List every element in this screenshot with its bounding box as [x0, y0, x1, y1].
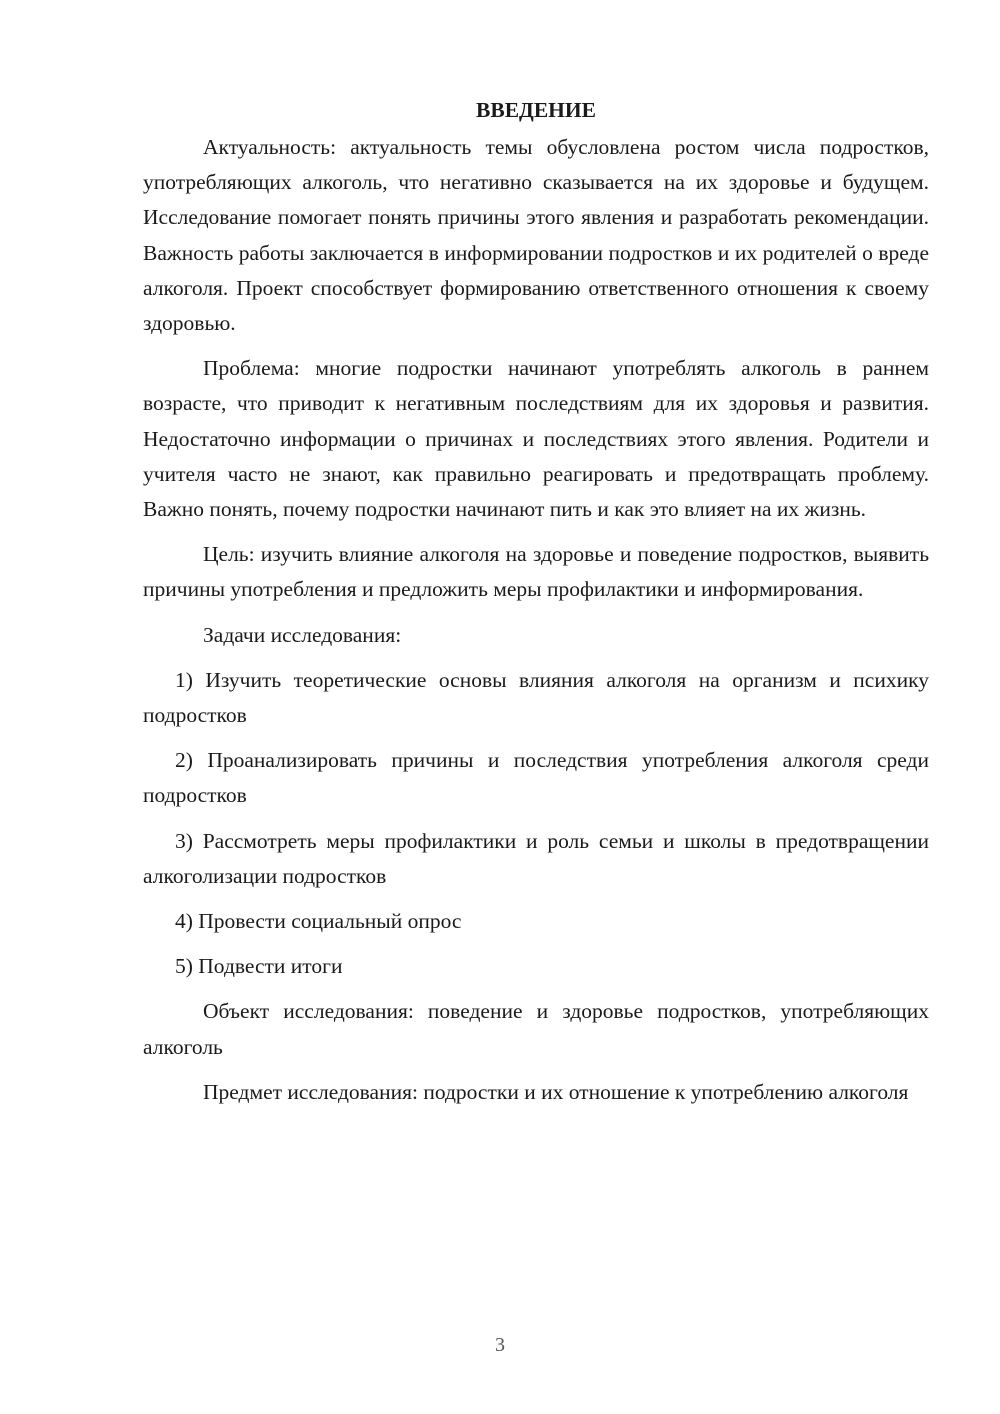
object-paragraph: Объект исследования: поведение и здоровье подростков, употребляющих алкоголь	[143, 999, 929, 1059]
task-item-3: 3) Рассмотреть меры профилактики и роль семьи и школы в предотвращении алкоголизации подростков	[143, 828, 929, 888]
subject-paragraph: Предмет исследования: подростки и их отношение к употреблению алкоголя	[203, 1079, 909, 1104]
task-item-5: 5) Подвести итоги	[175, 954, 343, 979]
goal-paragraph: Цель: изучить влияние алкоголя на здоровье и поведение подростков, выявить причины употребления и предложить меры профилактики и информирования.	[143, 542, 929, 602]
task-item-4: 4) Провести социальный опрос	[175, 909, 462, 934]
task-item-1: 1) Изучить теоретические основы влияния алкоголя на организм и психику подростков	[143, 667, 929, 728]
task-item-2: 2) Проанализировать причины и последствия употребления алкоголя среди подростков	[143, 748, 929, 808]
page-number: 3	[495, 1334, 505, 1356]
relevance-paragraph: Актуальность: актуальность темы обусловлена ростом числа подростков, употребляющих алкоголь, что негативно сказывается на их здоровье и будущем. Исследование помогает понять причины этого явления и разработать рекомендации. Важность работы заключается в информировании подростков и их родителей о вреде алкоголя. Проект способствует формированию ответственного отношения к своему здоровью.	[143, 135, 929, 336]
document-page	[143, 95, 929, 1120]
problem-paragraph: Проблема: многие подростки начинают употреблять алкоголь в раннем возрасте, что приводит к негативным последствиям для их здоровья и развития. Недостаточно информации о причинах и последствиях этого явления. Родители и учителя часто не знают, как правильно реагировать и предотвращать проблему. Важно понять, почему подростки начинают пить и как это влияет на их жизнь.	[143, 356, 929, 522]
tasks-heading: Задачи исследования:	[203, 622, 402, 647]
document-title: ВВЕДЕНИЕ	[476, 98, 596, 122]
